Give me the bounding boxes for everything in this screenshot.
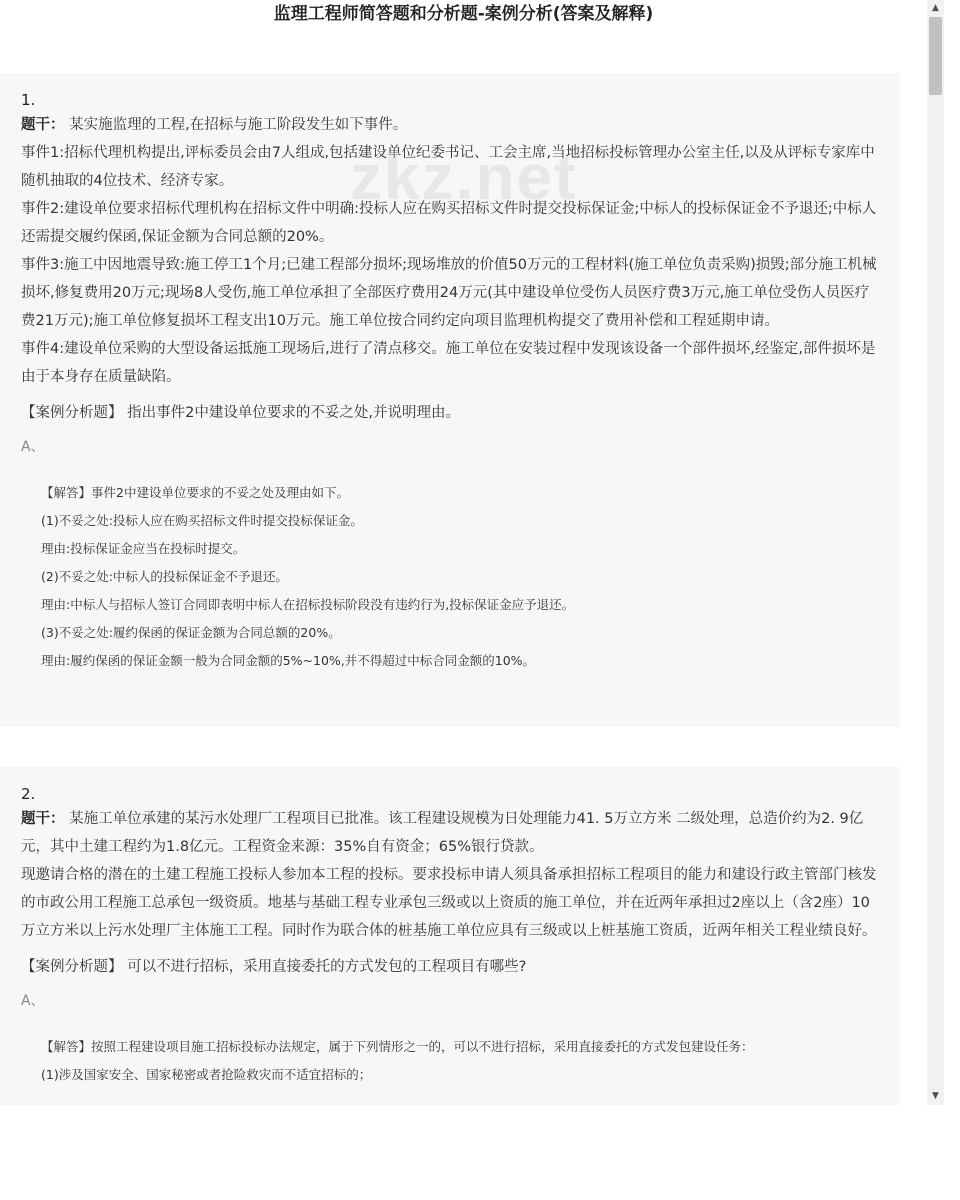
watermark: zkz.net [350, 141, 578, 213]
stem-line: 事件1:招标代理机构提出,评标委员会由7人组成,包括建设单位纪委书记、工会主席,当地招标投标管理办公室主任,以及从评标专家库中随机抽取的4位技术、经济专家。 [21, 145, 875, 189]
scroll-up-arrow-icon[interactable]: ▲ [932, 3, 939, 13]
question-number: 2. [21, 785, 36, 803]
answer-line: (3)不妥之处:履约保函的保证金额为合同总额的20%。 [41, 625, 341, 640]
answer-line: (2)不妥之处:中标人的投标保证金不予退还。 [41, 569, 288, 584]
question-card [0, 767, 900, 1105]
scroll-down-arrow-icon[interactable]: ▼ [932, 1091, 939, 1101]
page-title: 监理工程师简答题和分析题-案例分析(答案及解释) [273, 4, 654, 24]
answer-line: (1)涉及国家安全、国家秘密或者抢险救灾而不适宜招标的； [41, 1067, 372, 1082]
answer-line: 理由:投标保证金应当在投标时提交。 [41, 541, 246, 556]
answer-line: (1)不妥之处:投标人应在购买招标文件时提交投标保证金。 [41, 513, 363, 528]
answer-block [21, 479, 883, 675]
stem-line: 某施工单位承建的某污水处理厂工程项目已批准。该工程建设规模为日处理能力41. 5万立方米 二级处理，总造价约为2. 9亿元，其中土建工程约为1.8亿元。工程资金来源：35%自有资金；65%银行贷款。 [21, 811, 864, 855]
stem-line: 某实施监理的工程,在招标与施工阶段发生如下事件。 [69, 117, 408, 133]
stem-line: 事件2:建设单位要求招标代理机构在招标文件中明确:投标人应在购买招标文件时提交投标保证金;中标人的投标保证金不予退还;中标人还需提交履约保函,保证金额为合同总额的20%。 [21, 201, 877, 245]
answer-line: 理由:中标人与招标人签订合同即表明中标人在招标投标阶段没有违约行为,投标保证金应予退还。 [41, 597, 575, 612]
answer-line: 【解答】事件2中建设单位要求的不妥之处及理由如下。 [41, 485, 349, 500]
stem-label: 题干： [21, 117, 65, 133]
answer-line: 【解答】按照工程建设项目施工招标投标办法规定，属于下列情形之一的，可以不进行招标，采用直接委托的方式发包建设任务： [41, 1039, 754, 1054]
stem-line: 现邀请合格的潜在的土建工程施工投标人参加本工程的投标。要求投标申请人须具备承担招标工程项目的能力和建设行政主管部门核发的市政公用工程施工总承包一级资质。地基与基础工程专业承包三级或以上资质的施工单位，并在近两年承担过2座以上（含2座）10万立方米以上污水处理厂主体施工工程。同时作为联合体的桩基施工单位应具有三级或以上桩基施工资质，近两年相关工程业绩良好。 [21, 867, 877, 939]
option-a[interactable]: A、 [21, 993, 45, 1009]
answer-line: 理由:履约保函的保证金额一般为合同金额的5%~10%,并不得超过中标合同金额的10%。 [41, 653, 536, 668]
stem-line: 事件3:施工中因地震导致:施工停工1个月;已建工程部分损坏;现场堆放的价值50万元的工程材料(施工单位负责采购)损毁;部分施工机械损坏,修复费用20万元;现场8人受伤,施工单位承担了全部医疗费用24万元(其中建设单位受伤人员医疗费3万元,施工单位受伤人员医疗费21万元);施工单位修复损坏工程支出10万元。施工单位按合同约定向项目监理机构提交了费用补偿和工程延期申请。 [21, 257, 877, 329]
vertical-scrollbar[interactable] [927, 0, 944, 1105]
question-number: 1. [21, 91, 36, 109]
case-question: 【案例分析题】 可以不进行招标，采用直接委托的方式发包的工程项目有哪些? [21, 959, 527, 975]
option-a[interactable]: A、 [21, 439, 45, 455]
question-stem [21, 805, 883, 945]
scrollbar-thumb[interactable] [929, 17, 942, 95]
answer-block [21, 1033, 883, 1089]
case-question: 【案例分析题】 指出事件2中建设单位要求的不妥之处,并说明理由。 [21, 405, 460, 421]
stem-label: 题干： [21, 811, 65, 827]
stem-line: 事件4:建设单位采购的大型设备运抵施工现场后,进行了清点移交。施工单位在安装过程中发现该设备一个部件损坏,经鉴定,部件损坏是由于本身存在质量缺陷。 [21, 341, 876, 385]
